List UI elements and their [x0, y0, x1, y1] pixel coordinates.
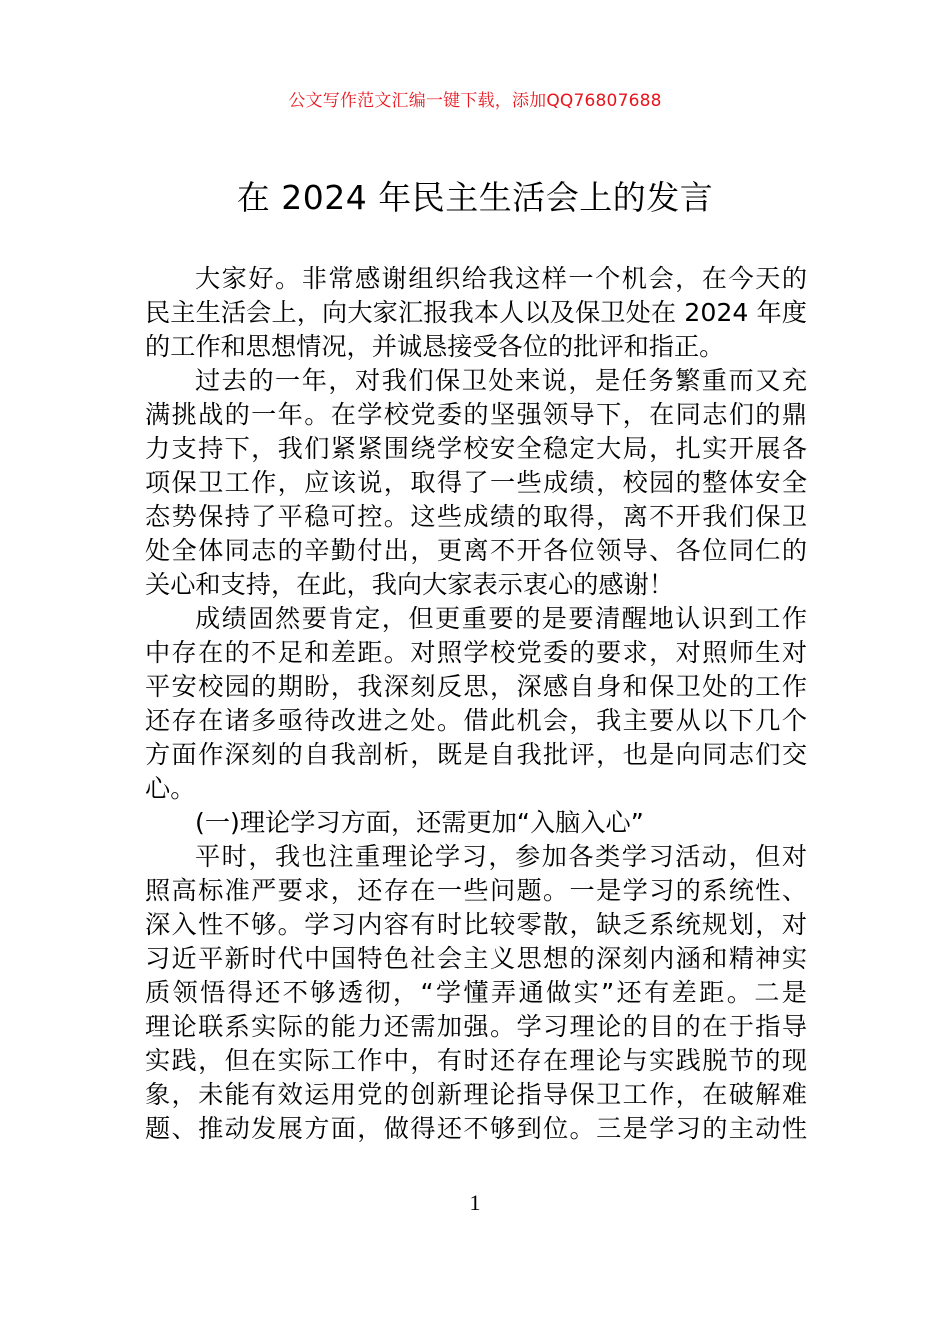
header-download-note: 公文写作范文汇编一键下载，添加QQ76807688 [288, 91, 662, 111]
page-number: 1 [469, 1190, 481, 1215]
body-text-line: 成绩固然要肯定，但更重要的是要清醒地认识到工作 [195, 604, 807, 633]
body-text-line: (一)理论学习方面，还需更加“入脑入心” [195, 808, 644, 837]
body-text-line: 照高标准严要求，还存在一些问题。一是学习的系统性、 [145, 876, 807, 905]
body-text-line: 态势保持了平稳可控。这些成绩的取得，离不开我们保卫 [145, 502, 807, 531]
body-text-line: 满挑战的一年。在学校党委的坚强领导下，在同志们的鼎 [145, 400, 807, 429]
body-text-line: 心。 [145, 774, 196, 803]
body-text-line: 中存在的不足和差距。对照学校党委的要求，对照师生对 [145, 638, 807, 667]
body-text-line: 质领悟得还不够透彻，“学懂弄通做实”还有差距。二是 [145, 978, 807, 1007]
body-text-line: 题、推动发展方面，做得还不够到位。三是学习的主动性 [145, 1114, 807, 1143]
body-text-line: 项保卫工作，应该说，取得了一些成绩，校园的整体安全 [145, 468, 807, 497]
body-text-line: 关心和支持，在此，我向大家表示衷心的感谢！ [145, 570, 674, 599]
body-text-line: 方面作深刻的自我剖析，既是自我批评，也是向同志们交 [145, 740, 807, 769]
body-text-line: 力支持下，我们紧紧围绕学校安全稳定大局，扎实开展各 [145, 434, 807, 463]
body-text-line: 实践，但在实际工作中，有时还存在理论与实践脱节的现 [145, 1046, 807, 1075]
body-text-line: 平安校园的期盼，我深刻反思，深感自身和保卫处的工作 [145, 672, 807, 701]
body-text-line: 大家好。非常感谢组织给我这样一个机会，在今天的 [195, 264, 807, 293]
body-text-line: 平时，我也注重理论学习，参加各类学习活动，但对 [195, 842, 807, 871]
body-text-line: 处全体同志的辛勤付出，更离不开各位领导、各位同仁的 [145, 536, 807, 565]
body-text-line: 象，未能有效运用党的创新理论指导保卫工作，在破解难 [145, 1080, 807, 1109]
document-title: 在 2024 年民主生活会上的发言 [236, 178, 714, 217]
body-text-line: 过去的一年，对我们保卫处来说，是任务繁重而又充 [195, 366, 807, 395]
body-text-line: 深入性不够。学习内容有时比较零散，缺乏系统规划，对 [145, 910, 807, 939]
body-text-line: 习近平新时代中国特色社会主义思想的深刻内涵和精神实 [145, 944, 807, 973]
body-text-line: 还存在诸多亟待改进之处。借此机会，我主要从以下几个 [145, 706, 807, 735]
body-text-line: 理论联系实际的能力还需加强。学习理论的目的在于指导 [145, 1012, 807, 1041]
body-text-line: 民主生活会上，向大家汇报我本人以及保卫处在 2024 年度 [145, 298, 807, 327]
document-body [145, 262, 807, 1146]
body-text-line: 的工作和思想情况，并诚恳接受各位的批评和指正。 [145, 332, 725, 361]
